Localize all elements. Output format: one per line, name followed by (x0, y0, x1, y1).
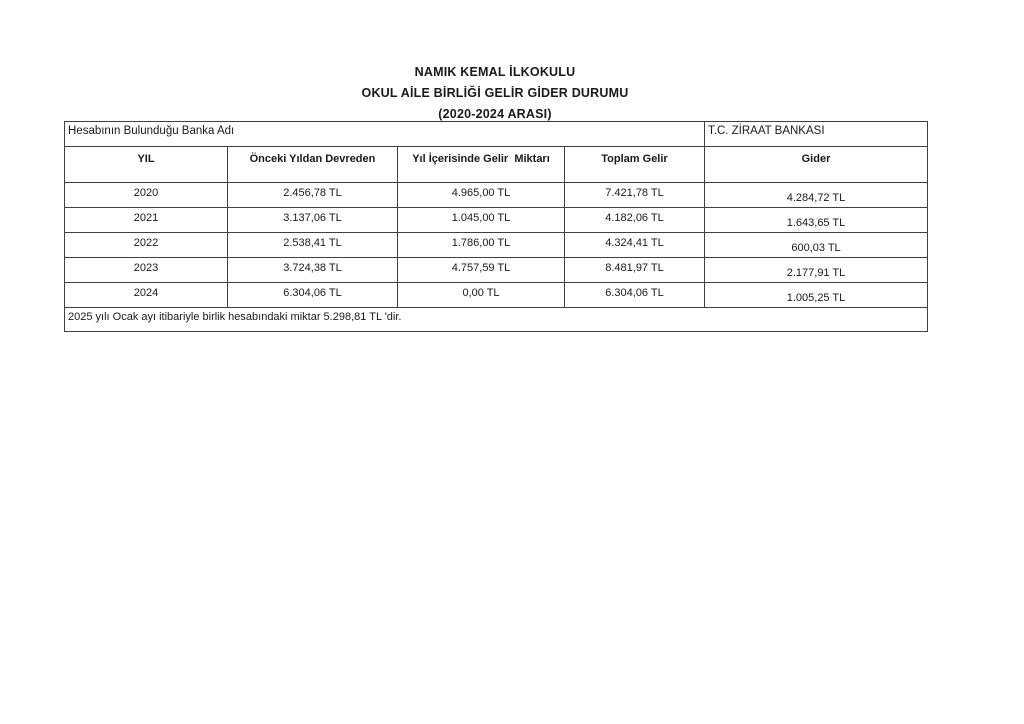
column-header-devreden: Önceki Yıldan Devreden (228, 147, 398, 183)
cell-gider: 1.643,65 TL (705, 208, 928, 233)
cell-toplam: 4.324,41 TL (565, 233, 705, 258)
school-name-title: NAMIK KEMAL İLKOKULU (414, 65, 576, 79)
column-header-gelir-miktari: Yıl İçerisinde Gelir Miktarı (398, 147, 565, 183)
cell-yil: 2023 (65, 258, 228, 283)
table-header-row (65, 147, 928, 183)
table-row (65, 258, 928, 283)
bank-name-value: T.C. ZİRAAT BANKASI (705, 122, 928, 147)
bank-name-label: Hesabının Bulunduğu Banka Adı (65, 122, 705, 147)
cell-gelir: 0,00 TL (398, 283, 565, 308)
cell-toplam: 7.421,78 TL (565, 183, 705, 208)
cell-toplam: 4.182,06 TL (565, 208, 705, 233)
column-header-gider: Gider (705, 147, 928, 183)
cell-gider: 4.284,72 TL (705, 183, 928, 208)
column-header-yil: YIL (65, 147, 228, 183)
cell-gelir: 1.786,00 TL (398, 233, 565, 258)
cell-yil: 2021 (65, 208, 228, 233)
report-period-title: (2020-2024 ARASI) (438, 107, 552, 121)
column-header-toplam-gelir: Toplam Gelir (565, 147, 705, 183)
table-row (65, 233, 928, 258)
cell-yil: 2022 (65, 233, 228, 258)
footer-note-row (65, 308, 928, 332)
report-title: OKUL AİLE BİRLİĞİ GELİR GİDER DURUMU (361, 86, 629, 100)
cell-gelir: 1.045,00 TL (398, 208, 565, 233)
cell-devreden: 6.304,06 TL (228, 283, 398, 308)
cell-gider: 2.177,91 TL (705, 258, 928, 283)
footer-note: 2025 yılı Ocak ayı itibariyle birlik hesabındaki miktar 5.298,81 TL 'dir. (65, 308, 928, 332)
cell-devreden: 3.724,38 TL (228, 258, 398, 283)
document-title-block (64, 62, 926, 125)
cell-gider: 1.005,25 TL (705, 283, 928, 308)
cell-devreden: 2.538,41 TL (228, 233, 398, 258)
table-row (65, 283, 928, 308)
bank-row (65, 122, 928, 147)
cell-gelir: 4.965,00 TL (398, 183, 565, 208)
income-expense-table (64, 121, 928, 332)
cell-devreden: 2.456,78 TL (228, 183, 398, 208)
cell-gelir: 4.757,59 TL (398, 258, 565, 283)
cell-gider: 600,03 TL (705, 233, 928, 258)
table-row (65, 183, 928, 208)
table-row (65, 208, 928, 233)
cell-toplam: 6.304,06 TL (565, 283, 705, 308)
cell-yil: 2024 (65, 283, 228, 308)
cell-yil: 2020 (65, 183, 228, 208)
cell-toplam: 8.481,97 TL (565, 258, 705, 283)
cell-devreden: 3.137,06 TL (228, 208, 398, 233)
